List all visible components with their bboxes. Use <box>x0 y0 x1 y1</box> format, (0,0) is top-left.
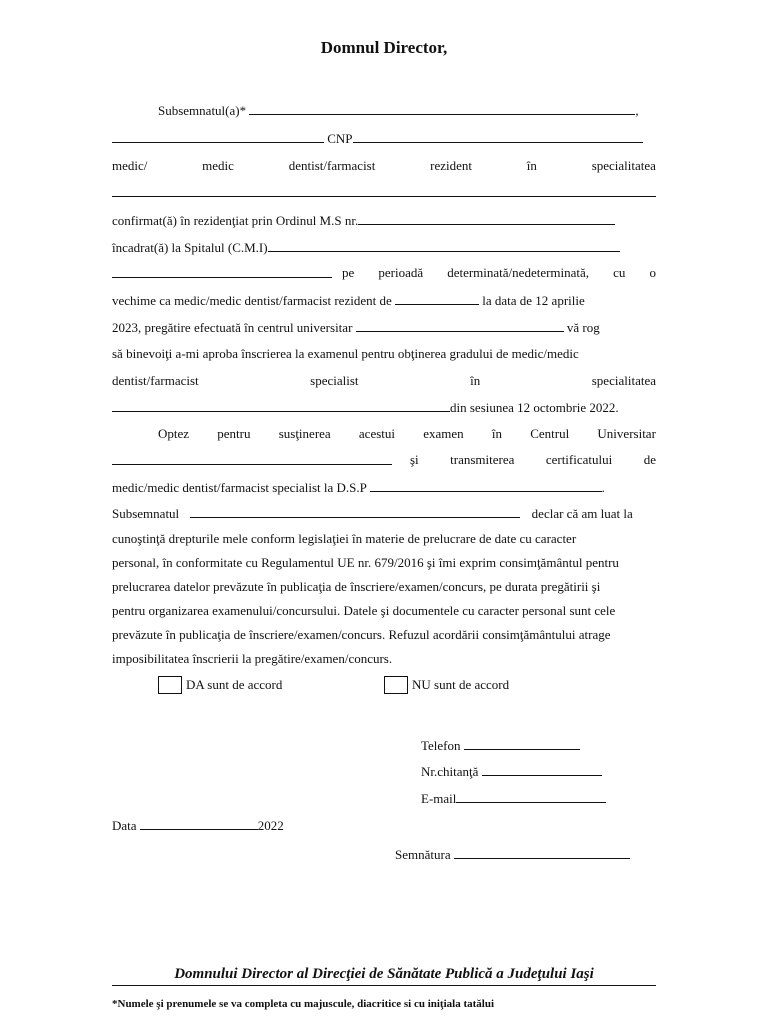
gdpr-text-4: pentru organizarea examenului/concursului. Datele şi documentele cu caracter personal sunt cele <box>112 603 616 618</box>
name-field-cont[interactable] <box>112 129 324 143</box>
date-field[interactable] <box>140 816 258 830</box>
signature-field[interactable] <box>454 845 630 859</box>
order-number-field[interactable] <box>358 211 615 225</box>
dsp-field[interactable] <box>370 478 602 492</box>
name-label: Subsemnatul(a)* <box>158 103 247 118</box>
hospital-field-cont[interactable] <box>112 264 332 278</box>
line-specialty-intro: medic/ medic dentist/farmacist rezident în specialitatea <box>112 158 656 173</box>
consent-yes[interactable]: DA sunt de accord <box>158 676 282 694</box>
cnp-field[interactable] <box>353 129 643 143</box>
gdpr-text-1: cunoştinţă drepturile mele conform legislaţiei în materie de prelucrare de date cu caracter <box>112 531 577 546</box>
line-specialist: dentist/farmacist specialist în specialitatea <box>112 373 656 388</box>
line-session: din sesiunea 12 octombrie 2022. <box>112 398 656 417</box>
phone-line: Telefon <box>421 736 580 754</box>
opt-center-field[interactable] <box>112 451 392 465</box>
cnp-label: CNP <box>327 131 353 146</box>
date-line: Data 2022 <box>112 818 284 833</box>
line-certificate: şi transmiterea certificatului de <box>112 451 656 469</box>
line-declare: Subsemnatul declar că am luat la <box>112 506 633 521</box>
consent-no[interactable]: NU sunt de accord <box>384 676 509 694</box>
university-center-field[interactable] <box>356 318 564 332</box>
consent-no-checkbox[interactable] <box>384 676 408 694</box>
gdpr-text-3: prelucrarea datelor prevăzute în publicaţia de înscriere/examen/concurs, pe durata pregătirii şi <box>112 579 601 594</box>
line-cnp <box>112 129 656 148</box>
phone-field[interactable] <box>464 736 580 750</box>
line-seniority: vechime ca medic/medic dentist/farmacist rezident de la data de 12 aprilie <box>112 293 585 308</box>
line-dsp: medic/medic dentist/farmacist specialist la D.S.P . <box>112 480 605 495</box>
footnote: *Numele şi prenumele se va completa cu majuscule, diacritice si cu iniţiala tatălui <box>112 998 495 1010</box>
line-name: Subsemnatul(a)* , <box>158 103 639 118</box>
signature-line: Semnătura <box>395 845 630 863</box>
gdpr-text-6: imposibilitatea înscrierii la pregătire/examen/concurs. <box>112 651 393 666</box>
line-request: să binevoiţi a-mi aproba înscrierea la examenul pentru obţinerea gradului de medic/medic <box>112 346 579 361</box>
specialty2-field[interactable] <box>112 398 450 412</box>
seniority-field[interactable] <box>395 291 479 305</box>
declarant-field[interactable] <box>190 504 520 518</box>
consent-yes-checkbox[interactable] <box>158 676 182 694</box>
line-hospital: încadrat(ă) la Spitalul (C.M.I) <box>112 238 656 257</box>
page-title: Domnul Director, <box>320 38 448 57</box>
line-order: confirmat(ă) în rezidenţiat prin Ordinul M.S nr. <box>112 211 656 230</box>
addressee-footer: Domnului Director al Direcţiei de Sănătate Publică a Judeţului Iaşi <box>112 966 656 986</box>
line-period: pe perioadă determinată/nedeterminată, cu o <box>112 264 656 282</box>
receipt-field[interactable] <box>482 762 602 776</box>
line-opt: Optez pentru susţinerea acestui examen în Centrul Universitar <box>158 426 656 441</box>
line-university: 2023, pregătire efectuată în centrul universitar vă rog <box>112 320 600 335</box>
gdpr-text-5: prevăzute în publicaţia de înscriere/examen/concurs. Refuzul acordării consimţământului atrage <box>112 627 611 642</box>
email-field[interactable] <box>456 789 606 803</box>
specialty-field[interactable] <box>112 180 656 197</box>
name-field[interactable] <box>249 101 635 115</box>
email-line: E-mail <box>421 789 606 807</box>
receipt-line: Nr.chitanţă <box>421 762 602 780</box>
hospital-field[interactable] <box>268 238 620 252</box>
gdpr-text-2: personal, în conformitate cu Regulamentul UE nr. 679/2016 şi îmi exprim consimţământul pentru <box>112 555 619 570</box>
